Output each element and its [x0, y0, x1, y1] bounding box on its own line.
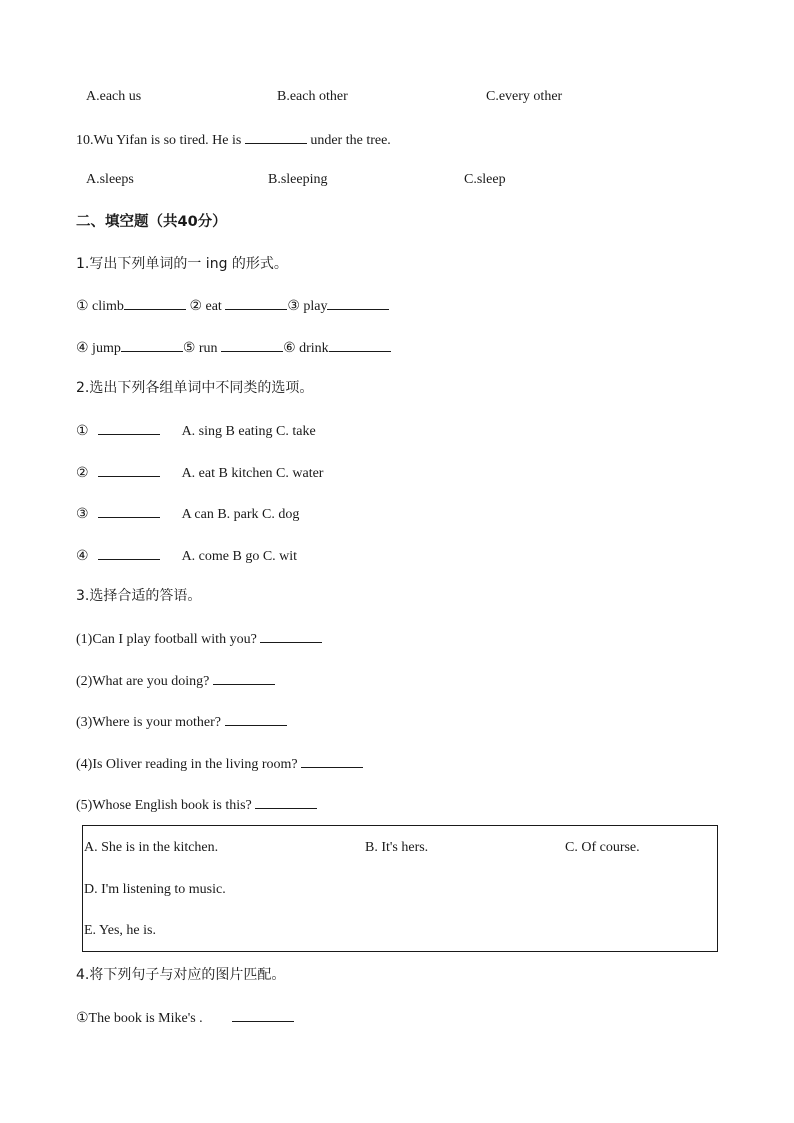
q9-option-c: C.every other: [486, 89, 563, 104]
answer-blank[interactable]: [232, 1007, 294, 1022]
part1-title: 1.写出下列单词的一 ing 的形式。: [76, 256, 288, 272]
item-options: A. come B go C. wit: [181, 549, 298, 564]
word-drink: ⑥ drink: [283, 341, 329, 356]
answer-blank[interactable]: [98, 462, 160, 477]
word-jump: ④ jump: [76, 341, 121, 356]
answer-option-e: E. Yes, he is.: [84, 923, 156, 938]
part2-row: [76, 503, 299, 525]
part4-title: 4.将下列句子与对应的图片匹配。: [76, 967, 286, 983]
answer-blank[interactable]: [98, 503, 160, 518]
answer-blank[interactable]: [327, 295, 389, 310]
item-options: A. eat B kitchen C. water: [181, 466, 324, 481]
answer-blank[interactable]: [124, 295, 186, 310]
answer-blank[interactable]: [225, 711, 287, 726]
question-text: (4)Is Oliver reading in the living room?: [76, 757, 302, 772]
answer-blank[interactable]: [98, 545, 160, 560]
part3-question: [76, 711, 287, 733]
answer-blank[interactable]: [245, 129, 307, 144]
question-text: (3)Where is your mother?: [76, 715, 225, 730]
word-play: ③ play: [287, 299, 328, 314]
part3-title: 3.选择合适的答语。: [76, 588, 202, 604]
item-number: ①: [76, 424, 89, 439]
word-run: ⑤ run: [182, 341, 222, 356]
answer-blank[interactable]: [98, 420, 160, 435]
section-heading: 二、填空题（共40分）: [76, 214, 227, 230]
question-text: (5)Whose English book is this?: [76, 798, 256, 813]
part3-question: [76, 794, 317, 816]
part3-question: [76, 753, 363, 775]
q9-option-b: B.each other: [277, 89, 348, 104]
answer-option-c: C. Of course.: [565, 840, 640, 855]
answer-blank[interactable]: [221, 337, 283, 352]
answer-blank[interactable]: [213, 670, 275, 685]
item-options: A. sing B eating C. take: [181, 424, 316, 439]
answer-blank[interactable]: [121, 337, 183, 352]
part2-row: [76, 462, 323, 484]
item-number: ④: [76, 549, 89, 564]
question-text: (2)What are you doing?: [76, 674, 213, 689]
part2-row: [76, 545, 297, 567]
q10-option-b: B.sleeping: [268, 172, 328, 187]
answer-blank[interactable]: [255, 794, 317, 809]
answer-option-b: B. It's hers.: [365, 840, 429, 855]
question-text: ①The book is Mike's .: [76, 1011, 203, 1026]
answer-option-d: D. I'm listening to music.: [84, 882, 226, 897]
q9-option-a: A.each us: [86, 89, 142, 104]
word-eat: ② eat: [189, 299, 226, 314]
answer-blank[interactable]: [225, 295, 287, 310]
item-number: ②: [76, 466, 89, 481]
part3-question: [76, 670, 275, 692]
q10-stem: [76, 129, 391, 151]
answer-blank[interactable]: [301, 753, 363, 768]
question-text: (1)Can I play football with you?: [76, 632, 261, 647]
answer-blank[interactable]: [329, 337, 391, 352]
part4-question: [76, 1007, 294, 1029]
q10-option-a: A.sleeps: [86, 172, 134, 187]
part2-title: 2.选出下列各组单词中不同类的选项。: [76, 380, 314, 396]
word-climb: ① climb: [76, 299, 124, 314]
answer-option-a: A. She is in the kitchen.: [84, 840, 219, 855]
answer-blank[interactable]: [260, 628, 322, 643]
part1-row1: [76, 295, 389, 317]
item-number: ③: [76, 507, 89, 522]
part2-row: [76, 420, 316, 442]
part3-question: [76, 628, 322, 650]
item-options: A can B. park C. dog: [181, 507, 300, 522]
q10-stem-before: 10.Wu Yifan is so tired. He is: [76, 133, 245, 148]
q10-option-c: C.sleep: [464, 172, 506, 187]
q10-stem-after: under the tree.: [306, 133, 391, 148]
part1-row2: [76, 337, 391, 359]
